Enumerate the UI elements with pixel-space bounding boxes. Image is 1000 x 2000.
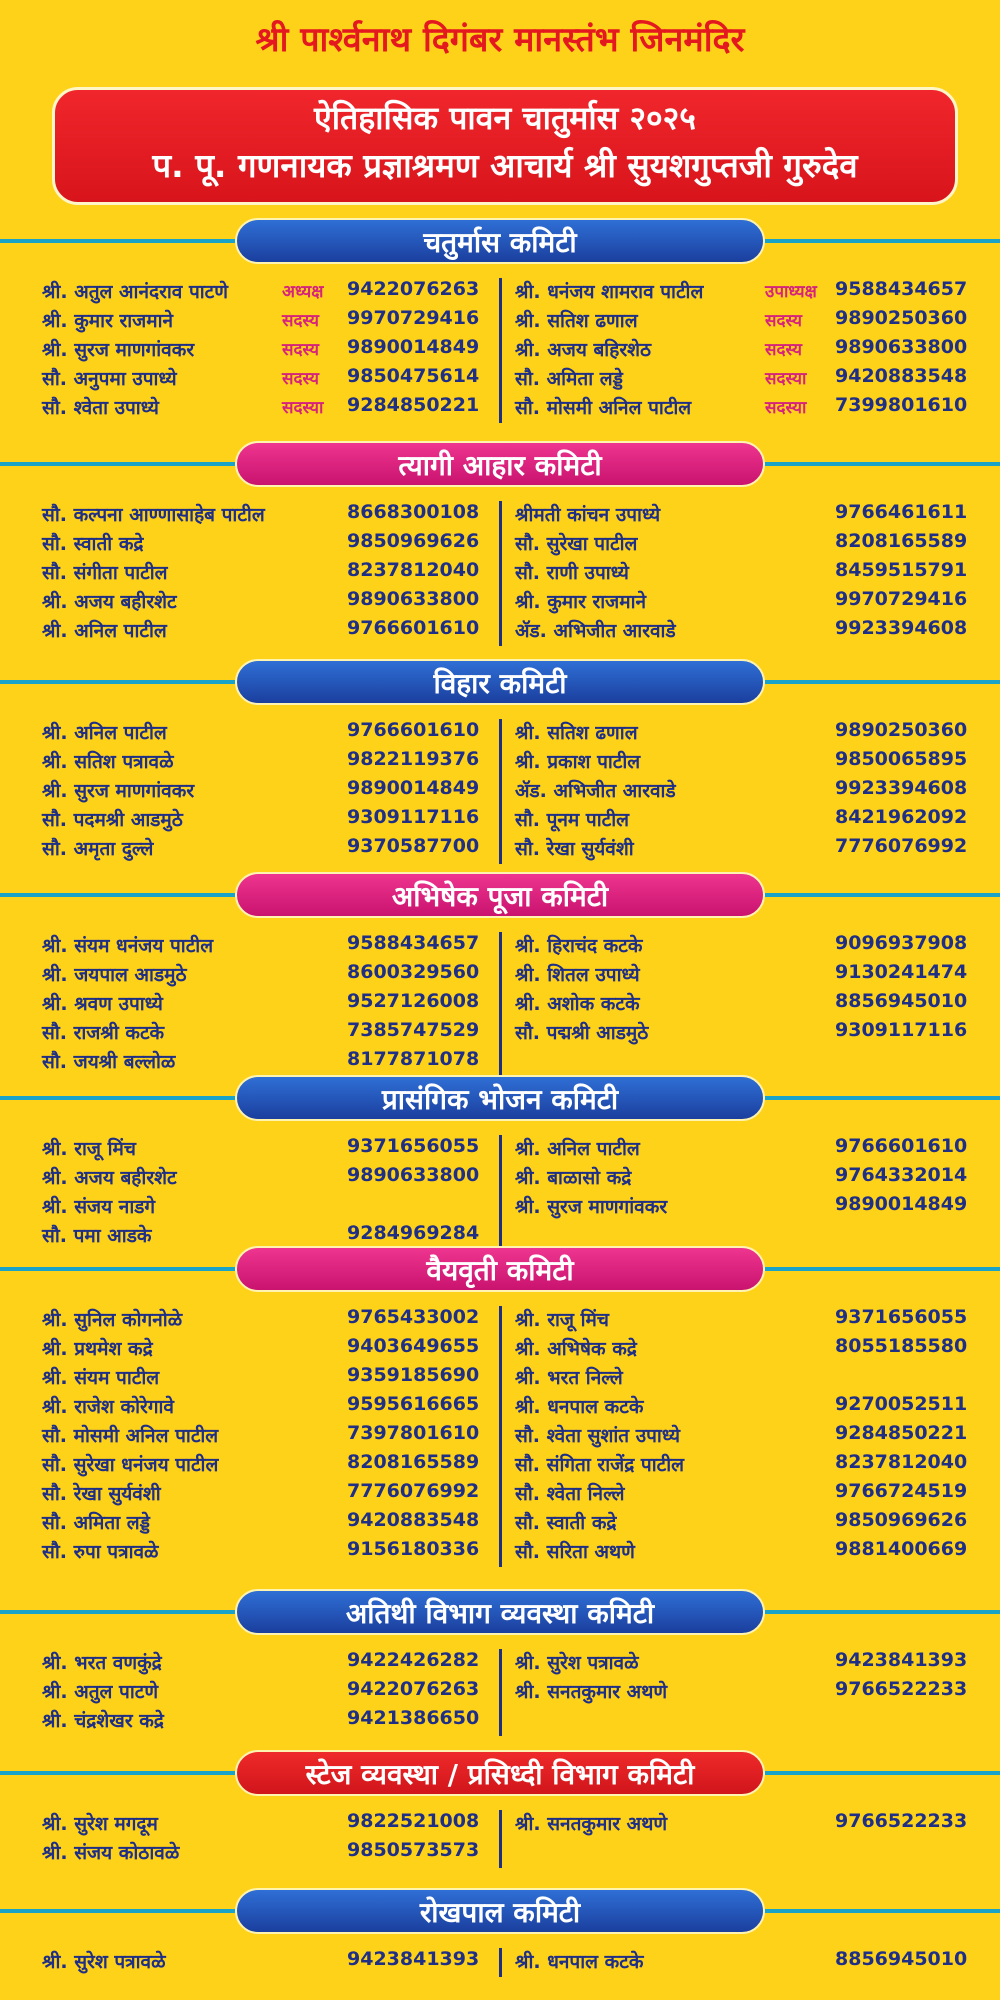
- member-role: अध्यक्ष: [282, 282, 324, 302]
- left-member-column: [42, 1948, 487, 1977]
- member-phone: 9527126008: [347, 990, 480, 1012]
- member-name: सौ. अमृता दुल्ले: [42, 838, 154, 860]
- member-phone: 9371656055: [347, 1135, 480, 1157]
- member-phone: 7385747529: [347, 1019, 480, 1041]
- committee-header: [0, 1075, 1000, 1121]
- member-phone: 9890014849: [347, 777, 480, 799]
- member-phone: 9822119376: [347, 748, 480, 770]
- committee-title: त्यागी आहार कमिटी: [235, 441, 765, 487]
- member-row: [515, 719, 968, 748]
- member-role: सदस्य: [765, 340, 802, 360]
- member-name: सौ. संगिता राजेंद्र पाटील: [515, 1454, 685, 1476]
- column-divider: [499, 501, 502, 646]
- committee-header: [0, 218, 1000, 264]
- right-member-column: [515, 278, 968, 423]
- member-name: सौ. जयश्री बल्लोळ: [42, 1051, 176, 1073]
- member-name: सौ. रुपा पत्रावळे: [42, 1541, 159, 1563]
- member-name: श्री. शितल उपाध्ये: [515, 964, 640, 986]
- member-row: [515, 1948, 968, 1977]
- member-name: श्री. राजेश कोरेगावे: [42, 1396, 174, 1418]
- column-divider: [499, 1649, 502, 1736]
- member-phone: 9850065895: [835, 748, 968, 770]
- member-name: श्री. संजय नाडगे: [42, 1196, 156, 1218]
- left-member-column: [42, 1135, 487, 1251]
- member-name: श्री. प्रथमेश कद्रे: [42, 1338, 153, 1360]
- right-member-column: [515, 1135, 968, 1222]
- member-row: [515, 1810, 968, 1839]
- member-phone: 8668300108: [347, 501, 480, 523]
- member-name: सौ. अमिता लड्डे: [42, 1512, 150, 1534]
- member-row: [42, 990, 487, 1019]
- member-phone: 9766522233: [835, 1810, 968, 1832]
- member-name: श्री. चंद्रशेखर कद्रे: [42, 1710, 164, 1732]
- committee-section: [0, 218, 1000, 423]
- left-member-column: [42, 278, 487, 423]
- member-name: श्री. प्रकाश पाटील: [515, 751, 641, 773]
- member-phone: 9765433002: [347, 1306, 480, 1328]
- member-row: [515, 1649, 968, 1678]
- member-name: सौ. पमा आडके: [42, 1225, 152, 1247]
- member-name: श्री. सतिश ढणाल: [515, 310, 638, 332]
- committee-header: [0, 872, 1000, 918]
- member-name: श्री. अनिल पाटील: [42, 620, 167, 642]
- member-phone: 9822521008: [347, 1810, 480, 1832]
- member-name: श्री. भरत वणकुंद्रे: [42, 1652, 162, 1674]
- member-name: श्री. जयपाल आडमुठे: [42, 964, 187, 986]
- committee-header: [0, 1888, 1000, 1934]
- member-name: श्री. सुनिल कोगनोळे: [42, 1309, 183, 1331]
- member-name: सौ. राणी उपाध्ये: [515, 562, 629, 584]
- member-row: [42, 530, 487, 559]
- member-row: [515, 559, 968, 588]
- member-name: सौ. संगीता पाटील: [42, 562, 168, 584]
- member-name: श्री. धनपाल कटके: [515, 1396, 644, 1418]
- event-title: ऐतिहासिक पावन चातुर्मास २०२५: [314, 99, 696, 137]
- member-phone: 9970729416: [347, 307, 480, 329]
- member-phone: 9422076263: [347, 1678, 480, 1700]
- committee-section: [0, 441, 1000, 646]
- member-row: [515, 1509, 968, 1538]
- member-phone: 9766461611: [835, 501, 968, 523]
- member-phone: 9850573573: [347, 1839, 480, 1861]
- member-name: श्री. राजू मिंच: [515, 1309, 609, 1331]
- column-divider: [499, 1810, 502, 1868]
- member-row: [515, 278, 968, 307]
- member-phone: 9270052511: [835, 1393, 968, 1415]
- committee-section: [0, 1750, 1000, 1868]
- committee-title: रोखपाल कमिटी: [235, 1888, 765, 1934]
- member-row: [42, 1335, 487, 1364]
- member-row: [42, 1649, 487, 1678]
- member-row: [42, 336, 487, 365]
- member-row: [515, 1422, 968, 1451]
- member-row: [515, 1306, 968, 1335]
- member-row: [515, 1164, 968, 1193]
- member-row: [42, 1306, 487, 1335]
- member-name: सौ. सुरेखा पाटील: [515, 533, 638, 555]
- member-row: [42, 365, 487, 394]
- member-row: [515, 336, 968, 365]
- member-phone: 9403649655: [347, 1335, 480, 1357]
- member-name: श्री. सुरेश पत्रावळे: [42, 1951, 166, 1973]
- member-phone: 9766601610: [347, 719, 480, 741]
- left-member-column: [42, 1810, 487, 1868]
- member-row: [515, 588, 968, 617]
- column-divider: [499, 719, 502, 864]
- member-row: [515, 307, 968, 336]
- member-name: ॲड. अभिजीत आरवाडे: [515, 620, 676, 642]
- member-phone: 9096937908: [835, 932, 968, 954]
- right-member-column: [515, 719, 968, 864]
- member-row: [515, 1480, 968, 1509]
- member-name: श्री. अजय बहीरशेट: [42, 591, 177, 613]
- member-row: [515, 1135, 968, 1164]
- member-name: सौ. कल्पना आण्णासाहेब पाटील: [42, 504, 265, 526]
- member-phone: 9422076263: [347, 278, 480, 300]
- member-name: सौ. श्वेता सुशांत उपाध्ये: [515, 1425, 681, 1447]
- member-phone: 9371656055: [835, 1306, 968, 1328]
- committee-title: वैयवृती कमिटी: [235, 1246, 765, 1292]
- member-row: [42, 617, 487, 646]
- member-row: [42, 1364, 487, 1393]
- member-row: [515, 806, 968, 835]
- committee-header: [0, 441, 1000, 487]
- member-row: [515, 932, 968, 961]
- member-role: सदस्य: [282, 369, 319, 389]
- member-name: श्री. संयम पाटील: [42, 1367, 160, 1389]
- member-phone: 9422426282: [347, 1649, 480, 1671]
- committee-title: अतिथी विभाग व्यवस्था कमिटी: [235, 1589, 765, 1635]
- member-phone: 9359185690: [347, 1364, 480, 1386]
- member-row: [42, 588, 487, 617]
- member-row: [42, 1948, 487, 1977]
- member-phone: 9923394608: [835, 617, 968, 639]
- member-phone: 8856945010: [835, 1948, 968, 1970]
- member-name: सौ. पद्मश्री आडमुठे: [515, 1022, 649, 1044]
- member-row: [42, 1810, 487, 1839]
- member-name: सौ. अनुपमा उपाध्ये: [42, 368, 177, 390]
- member-row: [42, 1393, 487, 1422]
- member-phone: 9423841393: [347, 1948, 480, 1970]
- member-name: श्री. सुरेश पत्रावळे: [515, 1652, 639, 1674]
- member-row: [515, 748, 968, 777]
- column-divider: [499, 1948, 502, 1977]
- member-name: श्री. अशोक कटके: [515, 993, 640, 1015]
- member-row: [42, 394, 487, 423]
- member-name: सौ. पदमश्री आडमुठे: [42, 809, 183, 831]
- member-phone: 9850475614: [347, 365, 480, 387]
- member-phone: 7776076992: [347, 1480, 480, 1502]
- member-phone: 9890014849: [835, 1193, 968, 1215]
- member-row: [515, 1019, 968, 1048]
- member-row: [42, 1839, 487, 1868]
- member-phone: 9850969626: [347, 530, 480, 552]
- member-role: सदस्य: [282, 311, 319, 331]
- member-row: [515, 1538, 968, 1567]
- member-phone: 8237812040: [835, 1451, 968, 1473]
- member-phone: 9156180336: [347, 1538, 480, 1560]
- member-row: [42, 1480, 487, 1509]
- member-phone: 9890250360: [835, 719, 968, 741]
- right-member-column: [515, 1948, 968, 1977]
- member-phone: 9890014849: [347, 336, 480, 358]
- right-member-column: [515, 1810, 968, 1839]
- committee-title: प्रासंगिक भोजन कमिटी: [235, 1075, 765, 1121]
- member-name: श्री. संयम धनंजय पाटील: [42, 935, 214, 957]
- member-phone: 8177871078: [347, 1048, 480, 1070]
- member-phone: 9420883548: [347, 1509, 480, 1531]
- right-member-column: [515, 501, 968, 646]
- member-name: श्री. अनिल पाटील: [42, 722, 167, 744]
- member-row: [515, 1678, 968, 1707]
- temple-name: श्री पार्श्वनाथ दिगंबर मानस्तंभ जिनमंदिर: [255, 20, 745, 60]
- committee-section: [0, 872, 1000, 1077]
- member-row: [42, 559, 487, 588]
- committee-title: चतुर्मास कमिटी: [235, 218, 765, 264]
- member-phone: 9890633800: [835, 336, 968, 358]
- member-role: उपाध्यक्ष: [765, 282, 817, 302]
- member-name: श्री. अजय बहीरशेट: [42, 1167, 177, 1189]
- committee-section: [0, 1589, 1000, 1736]
- committee-section: [0, 659, 1000, 864]
- member-name: सौ. सुरेखा धनंजय पाटील: [42, 1454, 219, 1476]
- member-row: [42, 777, 487, 806]
- member-row: [42, 835, 487, 864]
- member-row: [42, 806, 487, 835]
- committee-header: [0, 1246, 1000, 1292]
- member-phone: 9890250360: [835, 307, 968, 329]
- event-banner: [52, 87, 958, 205]
- member-phone: 7776076992: [835, 835, 968, 857]
- member-row: [42, 307, 487, 336]
- member-row: [42, 1538, 487, 1567]
- member-row: [515, 835, 968, 864]
- member-row: [515, 501, 968, 530]
- member-name: श्री. भरत निल्ले: [515, 1367, 623, 1389]
- member-phone: 8208165589: [835, 530, 968, 552]
- member-name: श्री. धनंजय शामराव पाटील: [515, 281, 704, 303]
- member-name: श्री. संजय कोठावळे: [42, 1842, 180, 1864]
- member-row: [515, 394, 968, 423]
- member-phone: 9588434657: [835, 278, 968, 300]
- member-phone: 9284850221: [835, 1422, 968, 1444]
- member-phone: 8459515791: [835, 559, 968, 581]
- member-name: सौ. स्वाती कद्रे: [42, 533, 144, 555]
- member-name: सौ. पूनम पाटील: [515, 809, 630, 831]
- member-name: सौ. अमिता लड्डे: [515, 368, 623, 390]
- column-divider: [499, 932, 502, 1077]
- member-phone: 8421962092: [835, 806, 968, 828]
- member-name: श्री. बाळासो कद्रे: [515, 1167, 632, 1189]
- member-row: [515, 1393, 968, 1422]
- committee-section: [0, 1075, 1000, 1251]
- member-name: श्री. सुरज माणगांवकर: [515, 1196, 668, 1218]
- member-role: सदस्य: [765, 311, 802, 331]
- member-row: [515, 617, 968, 646]
- member-phone: 8856945010: [835, 990, 968, 1012]
- member-name: श्री. धनपाल कटके: [515, 1951, 644, 1973]
- member-role: सदस्या: [282, 398, 324, 418]
- member-name: श्री. सतिश पत्रावळे: [42, 751, 174, 773]
- member-row: [515, 1451, 968, 1480]
- member-row: [42, 1193, 487, 1222]
- member-name: श्री. सनतकुमार अथणे: [515, 1813, 668, 1835]
- member-row: [42, 1451, 487, 1480]
- right-member-column: [515, 1306, 968, 1567]
- member-phone: 9130241474: [835, 961, 968, 983]
- member-phone: 9923394608: [835, 777, 968, 799]
- member-row: [42, 1164, 487, 1193]
- member-name: श्री. सनतकुमार अथणे: [515, 1681, 668, 1703]
- member-phone: 9881400669: [835, 1538, 968, 1560]
- member-phone: 8055185580: [835, 1335, 968, 1357]
- member-name: श्री. राजू मिंच: [42, 1138, 136, 1160]
- member-phone: 9588434657: [347, 932, 480, 954]
- member-phone: 7399801610: [835, 394, 968, 416]
- member-name: सौ. मोसमी अनिल पाटील: [42, 1425, 219, 1447]
- member-name: श्री. सुरेश मगदूम: [42, 1813, 158, 1835]
- member-phone: 9766522233: [835, 1678, 968, 1700]
- left-member-column: [42, 1306, 487, 1567]
- member-row: [42, 932, 487, 961]
- member-row: [515, 1335, 968, 1364]
- committee-title: विहार कमिटी: [235, 659, 765, 705]
- member-name: ॲड. अभिजीत आरवाडे: [515, 780, 676, 802]
- member-name: श्री. अतुल पाटणे: [42, 1681, 159, 1703]
- committee-header: [0, 1750, 1000, 1796]
- member-role: सदस्य: [282, 340, 319, 360]
- member-name: श्री. अजय बहिरशेठ: [515, 339, 652, 361]
- member-name: सौ. श्वेता निल्ले: [515, 1483, 625, 1505]
- member-phone: 9309117116: [347, 806, 480, 828]
- member-row: [515, 365, 968, 394]
- member-phone: 9970729416: [835, 588, 968, 610]
- member-row: [42, 719, 487, 748]
- member-role: सदस्या: [765, 369, 807, 389]
- member-row: [42, 501, 487, 530]
- member-name: श्री. कुमार राजमाने: [42, 310, 174, 332]
- member-name: सौ. सरिता अथणे: [515, 1541, 635, 1563]
- member-row: [42, 1422, 487, 1451]
- left-member-column: [42, 719, 487, 864]
- committee-header: [0, 659, 1000, 705]
- committee-title: स्टेज व्यवस्था / प्रसिध्दी विभाग कमिटी: [235, 1750, 765, 1796]
- column-divider: [499, 1135, 502, 1251]
- column-divider: [499, 278, 502, 423]
- member-phone: 9890633800: [347, 1164, 480, 1186]
- member-row: [42, 278, 487, 307]
- member-name: सौ. राजश्री कटके: [42, 1022, 165, 1044]
- member-row: [515, 1193, 968, 1222]
- committee-header: [0, 1589, 1000, 1635]
- member-name: श्री. कुमार राजमाने: [515, 591, 647, 613]
- member-row: [42, 1707, 487, 1736]
- member-phone: 9309117116: [835, 1019, 968, 1041]
- member-row: [515, 1364, 965, 1393]
- member-row: [515, 530, 968, 559]
- member-phone: 8237812040: [347, 559, 480, 581]
- right-member-column: [515, 1649, 968, 1707]
- committee-title: अभिषेक पूजा कमिटी: [235, 872, 765, 918]
- member-row: [515, 990, 968, 1019]
- member-name: श्री. सतिश ढणाल: [515, 722, 638, 744]
- member-phone: 7397801610: [347, 1422, 480, 1444]
- member-phone: 9284850221: [347, 394, 480, 416]
- right-member-column: [515, 932, 968, 1048]
- member-name: सौ. रेखा सुर्यवंशी: [42, 1483, 161, 1505]
- member-name: श्री. अतुल आनंदराव पाटणे: [42, 281, 228, 303]
- member-name: श्री. अभिषेक कद्रे: [515, 1338, 637, 1360]
- member-name: श्री. अनिल पाटील: [515, 1138, 640, 1160]
- member-phone: 9420883548: [835, 365, 968, 387]
- member-row: [42, 1678, 487, 1707]
- left-member-column: [42, 1649, 487, 1736]
- member-phone: 9764332014: [835, 1164, 968, 1186]
- member-phone: 9766601610: [835, 1135, 968, 1157]
- member-name: सौ. मोसमी अनिल पाटील: [515, 397, 692, 419]
- member-name: सौ. रेखा सुर्यवंशी: [515, 838, 634, 860]
- member-row: [42, 1019, 487, 1048]
- member-row: [42, 1135, 487, 1164]
- member-name: श्री. हिराचंद कटके: [515, 935, 643, 957]
- member-name: श्री. सुरज माणगांवकर: [42, 339, 195, 361]
- member-role: सदस्या: [765, 398, 807, 418]
- member-row: [42, 961, 487, 990]
- member-row: [515, 961, 968, 990]
- member-phone: 9766724519: [835, 1480, 968, 1502]
- member-phone: 8208165589: [347, 1451, 480, 1473]
- member-phone: 9370587700: [347, 835, 480, 857]
- member-name: श्रीमती कांचन उपाध्ये: [515, 504, 661, 526]
- member-row: [42, 1509, 487, 1538]
- member-phone: 9423841393: [835, 1649, 968, 1671]
- member-name: श्री. श्रवण उपाध्ये: [42, 993, 163, 1015]
- member-row: [42, 748, 487, 777]
- member-name: श्री. सुरज माणगांवकर: [42, 780, 195, 802]
- left-member-column: [42, 501, 487, 646]
- member-row: [515, 777, 968, 806]
- member-phone: 9890633800: [347, 588, 480, 610]
- member-phone: 9850969626: [835, 1509, 968, 1531]
- member-phone: 9595616665: [347, 1393, 480, 1415]
- member-phone: 9421386650: [347, 1707, 480, 1729]
- member-name: सौ. स्वाती कद्रे: [515, 1512, 617, 1534]
- committee-section: [0, 1888, 1000, 1977]
- left-member-column: [42, 932, 487, 1077]
- column-divider: [499, 1306, 502, 1567]
- member-phone: 9766601610: [347, 617, 480, 639]
- member-name: सौ. श्वेता उपाध्ये: [42, 397, 159, 419]
- member-phone: 9284969284: [347, 1222, 480, 1244]
- member-phone: 8600329560: [347, 961, 480, 983]
- guru-name: प. पू. गणनायक प्रज्ञाश्रमण आचार्य श्री सुयशगुप्तजी गुरुदेव: [152, 146, 858, 185]
- member-row: [42, 1048, 487, 1077]
- committee-section: [0, 1246, 1000, 1567]
